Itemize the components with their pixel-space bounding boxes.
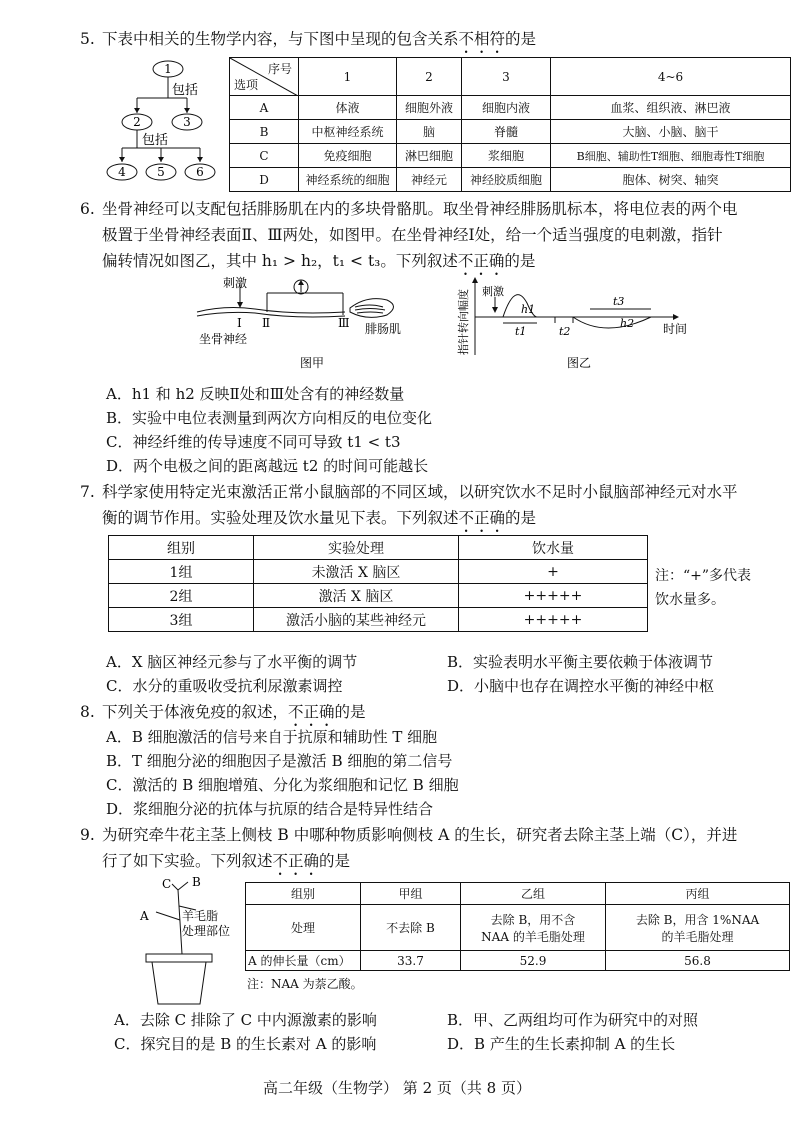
table-row: B 中枢神经系统 脑 脊髓 大脑、小脑、脑干 — [230, 120, 791, 144]
table-header-row: 组别 甲组 乙组 丙组 — [246, 883, 790, 905]
fig-a-point-2: Ⅱ — [262, 316, 271, 330]
table-row: C 免疫细胞 淋巴细胞 浆细胞 B细胞、辅助性T细胞、细胞毒性T细胞 — [230, 144, 791, 168]
q6-option-c: C．神经纤维的传导速度不同可导致 t1 < t3 — [106, 433, 401, 451]
fig-b-ylabel: 指针转向幅度 — [457, 289, 470, 355]
fig-b-xlabel: 时间 — [663, 322, 688, 336]
q5-table: 序号 选项 1 2 3 4~6 A 体液 细胞外液 细胞内液 血浆、组织液、淋巴液 B 中枢神经系统 脑 脊髓 大脑、小脑、脑干 C 免疫细胞 淋巴细胞 浆细胞 B细胞、辅助性T细胞、细胞毒性T细胞 D 神经系统的细胞 神经元 神经胶质细胞 胞体、树突、轴突 — [229, 57, 791, 192]
table-header-row: 组别 实验处理 饮水量 — [109, 536, 648, 560]
fig-a-point-1: Ⅰ — [237, 316, 242, 330]
q8-stem: 8. 下列关于体液免疫的叙述，不正确的是 — [80, 703, 366, 721]
plant-label-site: 处理部位 — [182, 924, 231, 938]
fig-a-muscle-label: 腓肠肌 — [365, 322, 402, 336]
q9-table — [245, 882, 790, 971]
q8-option-c: C．激活的 B 细胞增殖、分化为浆细胞和记忆 B 细胞 — [106, 776, 459, 794]
q9-option-a: A．去除 C 排除了 C 中内源激素的影响 — [114, 1011, 377, 1029]
q8-option-a: A．B 细胞激活的信号来自于抗原和辅助性 T 细胞 — [106, 728, 438, 746]
q6-option-a: A．h1 和 h2 反映Ⅱ处和Ⅲ处含有的神经数量 — [106, 385, 405, 403]
q7-option-d: D．小脑中也存在调控水平衡的神经中枢 — [447, 677, 715, 695]
tree-node-6: 6 — [196, 165, 204, 179]
q7-table — [108, 535, 648, 632]
table-row: 1组 未激活 X 脑区 + — [109, 560, 648, 584]
tree-label-2: 包括 — [142, 133, 169, 148]
plant-label-c: C — [162, 877, 172, 891]
q7-stem-line2: 衡的调节作用。实验处理及饮水量见下表。下列叙述不正确的是 — [102, 509, 537, 527]
figure-a-nerve-muscle — [195, 275, 415, 375]
plant-label-a: A — [140, 909, 149, 923]
q6-stem-line3: 偏转情况如图乙，其中 h₁ > h₂，t₁ < t₃。下列叙述不正确的是 — [102, 252, 536, 270]
q5-stem: 5. 下表中相关的生物学内容，与下图中呈现的包含关系不相符的是 — [80, 30, 537, 48]
q6-stem-line1: 6. 坐骨神经可以支配包括腓肠肌在内的多块骨骼肌。取坐骨神经腓肠肌标本，将电位表的两个电 — [80, 200, 738, 218]
fig-b-t1: t1 — [515, 325, 527, 338]
q6-option-b: B．实验中电位表测量到两次方向相反的电位变化 — [106, 409, 433, 427]
fig-a-nerve-label: 坐骨神经 — [199, 332, 248, 346]
q7-stem-line1: 7. 科学家使用特定光束激活正常小鼠脑部的不同区域，以研究饮水不足时小鼠脑部神经元对水平 — [80, 483, 738, 501]
page-footer: 高二年级（生物学） 第 2 页（共 8 页） — [263, 1079, 531, 1097]
fig-b-h1: h1 — [521, 303, 536, 316]
table-corner: 序号 选项 — [230, 58, 299, 96]
q7-note-line1: 注：“+”多代表 — [655, 568, 752, 584]
fig-b-t3: t3 — [613, 295, 625, 308]
q9-option-c: C．探究目的是 B 的生长素对 A 的影响 — [114, 1035, 377, 1053]
q9-stem-line2: 行了如下实验。下列叙述不正确的是 — [102, 852, 351, 870]
table-row: A 体液 细胞外液 细胞内液 血浆、组织液、淋巴液 — [230, 96, 791, 120]
tree-label-1: 包括 — [172, 83, 199, 98]
tree-node-1: 1 — [164, 62, 172, 76]
q8-option-d: D．浆细胞分泌的抗体与抗原的结合是特异性结合 — [106, 800, 434, 818]
tree-node-4: 4 — [118, 165, 126, 179]
fig-a-point-3: Ⅲ — [338, 316, 350, 330]
fig-b-caption: 图乙 — [567, 356, 592, 370]
plant-label-b: B — [192, 876, 201, 889]
q6-option-d: D．两个电极之间的距离越远 t2 的时间可能越长 — [106, 457, 429, 475]
q9-option-b: B．甲、乙两组均可作为研究中的对照 — [447, 1011, 699, 1029]
fig-a-caption: 图甲 — [300, 356, 325, 370]
q7-option-b: B．实验表明水平衡主要依赖于体液调节 — [447, 653, 714, 671]
q9-plant-diagram — [132, 876, 247, 1011]
tree-node-3: 3 — [183, 115, 191, 129]
table-row: 2组 激活 X 脑区 +++++ — [109, 584, 648, 608]
fig-a-stim-label: 刺激 — [223, 276, 248, 290]
q7-option-c: C．水分的重吸收受抗利尿激素调控 — [106, 677, 343, 695]
q6-stem-line2: 极置于坐骨神经表面Ⅱ、Ⅲ两处，如图甲。在坐骨神经Ⅰ处，给一个适当强度的电刺激，指针 — [102, 226, 723, 244]
q9-note: 注：NAA 为萘乙酸。 — [247, 977, 363, 991]
table-row: 3组 激活小脑的某些神经元 +++++ — [109, 608, 648, 632]
fig-b-stim-label: 刺激 — [482, 285, 504, 298]
fig-b-h2: h2 — [620, 317, 635, 330]
tree-node-5: 5 — [157, 165, 165, 179]
q8-option-b: B．T 细胞分泌的细胞因子是激活 B 细胞的第二信号 — [106, 752, 453, 770]
fig-b-t2: t2 — [559, 325, 571, 338]
q7-note-line2: 饮水量多。 — [655, 592, 725, 608]
table-row: A 的伸长量（cm） 33.7 52.9 56.8 — [246, 951, 790, 971]
q9-option-d: D．B 产生的生长素抑制 A 的生长 — [447, 1035, 676, 1053]
tree-node-2: 2 — [133, 115, 141, 129]
table-row: D 神经系统的细胞 神经元 神经胶质细胞 胞体、树突、轴突 — [230, 168, 791, 192]
q5-tree-diagram — [100, 56, 225, 186]
table-row: 处理 不去除 B 去除 B，用不含 NAA 的羊毛脂处理 去除 B，用含 1%NAA 的羊毛脂处理 — [246, 905, 790, 951]
plant-label-lanolin: 羊毛脂 — [182, 909, 219, 923]
q9-stem-line1: 9. 为研究牵牛花主茎上侧枝 B 中哪种物质影响侧枝 A 的生长，研究者去除主茎上端（C），并进 — [80, 826, 738, 844]
q7-option-a: A．X 脑区神经元参与了水平衡的调节 — [106, 653, 358, 671]
figure-b-deflection-graph — [455, 275, 705, 375]
